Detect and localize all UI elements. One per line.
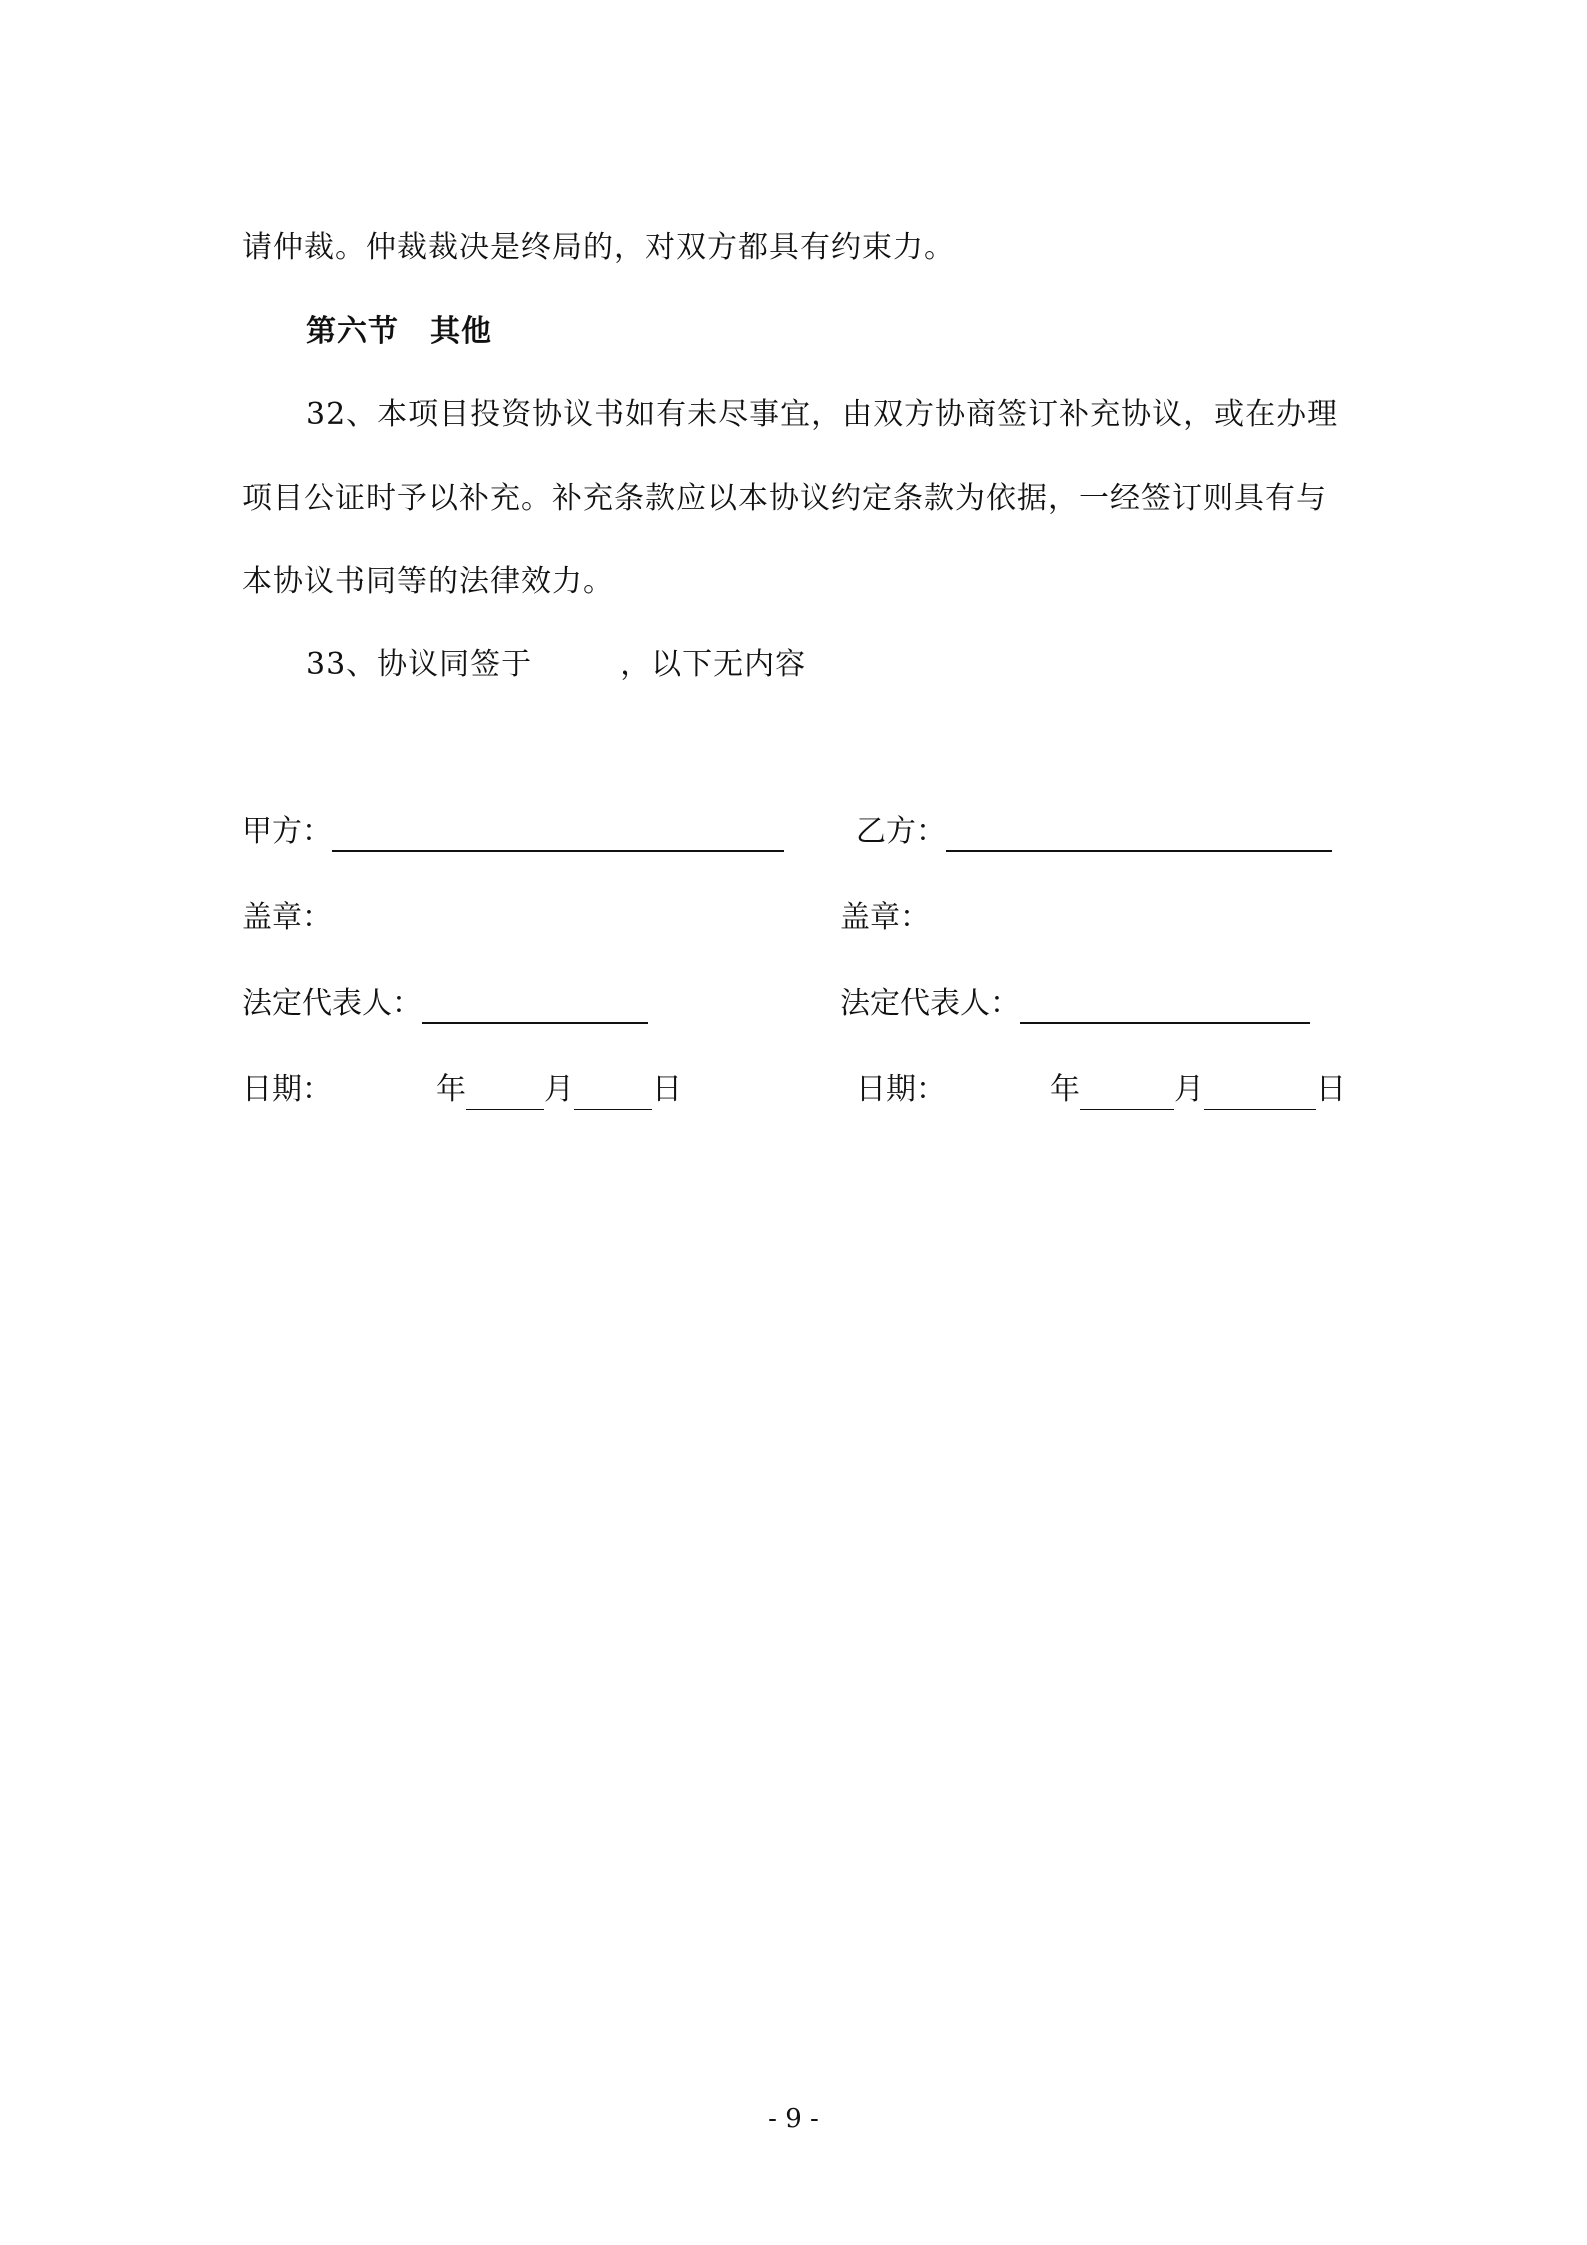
party-b-signature-line[interactable] bbox=[946, 816, 1332, 852]
clause-32-line-1: 32、本项目投资协议书如有未尽事宜，由双方协商签订补充协议，或在办理 bbox=[306, 397, 1339, 432]
rep-label-a: 法定代表人： bbox=[242, 986, 422, 1021]
year-a: 年 bbox=[436, 1072, 466, 1107]
day-blank-a[interactable] bbox=[574, 1075, 652, 1110]
month-a: 月 bbox=[544, 1072, 574, 1107]
seal-label-b: 盖章： bbox=[840, 900, 930, 935]
clause-33 bbox=[306, 645, 806, 685]
rep-b-signature-line[interactable] bbox=[1020, 988, 1310, 1024]
day-a: 日 bbox=[652, 1072, 682, 1107]
section-heading: 第六节 其他 bbox=[306, 314, 492, 349]
year-b: 年 bbox=[1050, 1072, 1080, 1107]
day-b: 日 bbox=[1316, 1072, 1346, 1107]
party-b-label: 乙方： bbox=[856, 814, 946, 849]
clause-33-suffix: ，以下无内容 bbox=[620, 647, 807, 682]
rep-row-b bbox=[840, 984, 1310, 1024]
date-label-a: 日期： bbox=[242, 1072, 332, 1107]
party-a-label: 甲方： bbox=[242, 814, 332, 849]
rep-label-b: 法定代表人： bbox=[840, 986, 1020, 1021]
party-a-row bbox=[242, 812, 784, 852]
rep-a-signature-line[interactable] bbox=[422, 988, 648, 1024]
clause-32-line-2: 项目公证时予以补充。补充条款应以本协议约定条款为依据，一经签订则具有与 bbox=[242, 481, 1327, 516]
seal-row-a bbox=[242, 898, 332, 938]
month-blank-a[interactable] bbox=[466, 1075, 544, 1110]
month-blank-b[interactable] bbox=[1080, 1075, 1174, 1110]
date-row-a bbox=[242, 1070, 682, 1110]
seal-label-a: 盖章： bbox=[242, 900, 332, 935]
seal-row-b bbox=[840, 898, 930, 938]
month-b: 月 bbox=[1174, 1072, 1204, 1107]
day-blank-b[interactable] bbox=[1204, 1075, 1316, 1110]
party-b-row bbox=[856, 812, 1332, 852]
party-a-signature-line[interactable] bbox=[332, 816, 784, 852]
clause-33-prefix: 33、协议同签于 bbox=[306, 647, 533, 682]
page-number: - 9 - bbox=[768, 2104, 819, 2134]
clause-32-line-3: 本协议书同等的法律效力。 bbox=[242, 564, 614, 599]
body-text-line: 请仲裁。仲裁裁决是终局的，对双方都具有约束力。 bbox=[242, 230, 955, 265]
date-row-b bbox=[856, 1070, 1346, 1110]
rep-row-a bbox=[242, 984, 648, 1024]
date-label-b: 日期： bbox=[856, 1072, 946, 1107]
